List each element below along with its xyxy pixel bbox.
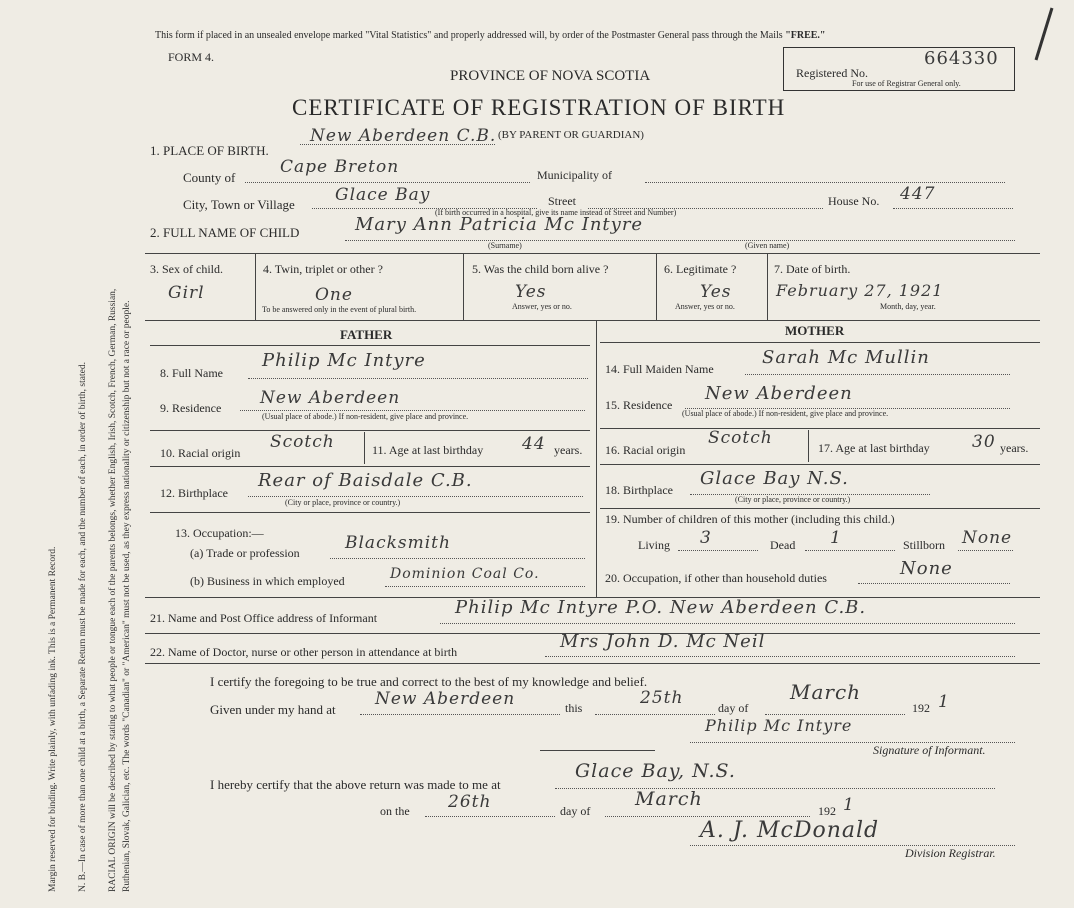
division-registrar-label: Division Registrar. [905,846,996,860]
registration-year-suffix: 1 [843,795,855,815]
living-value: 3 [700,528,712,548]
county-value: Cape Breton [280,157,400,177]
mother-residence-note: (Usual place of abode.) If non-resident, give place and province. [682,409,889,418]
father-birthplace-note: (City or place, province or country.) [285,498,401,507]
house-label: House No. [828,194,880,208]
certify-year-suffix: 1 [938,692,950,712]
house-value: 447 [900,184,936,204]
trade-value: Blacksmith [345,533,451,553]
province-heading: PROVINCE OF NOVA SCOTIA [450,68,651,84]
mother-occupation-value: None [900,558,953,579]
county-label: County of [183,170,236,185]
hereby-place-value: Glace Bay, N.S. [575,760,736,782]
father-name-label: 8. Full Name [160,366,223,380]
twin-note: To be answered only in the event of plural birth. [262,305,417,314]
father-birthplace-label: 12. Birthplace [160,486,228,500]
registrar-signature: A. J. McDonald [700,818,880,843]
registered-label: Registered No. [796,66,868,80]
dob-value: February 27, 1921 [776,281,944,300]
father-residence-note: (Usual place of abode.) If non-resident, give place and province. [262,412,469,421]
twin-value: One [315,285,353,305]
legitimate-label: 6. Legitimate ? [664,262,737,276]
certificate-title: CERTIFICATE OF REGISTRATION OF BIRTH [292,95,786,120]
stillborn-label: Stillborn [903,538,946,552]
sex-label: 3. Sex of child. [150,262,223,276]
dob-label: 7. Date of birth. [774,262,851,276]
municipality-label: Municipality of [537,168,612,182]
certify-year-prefix: 192 [912,701,930,715]
hospital-note: (If birth occurred in a hospital, give its name instead of Street and Number) [435,208,677,217]
mother-birthplace-note: (City or place, province or country.) [735,495,851,504]
given-place-value: New Aberdeen [375,689,516,709]
hereby-certify-label: I hereby certify that the above return was made to me at [210,777,501,792]
informant-signature: Philip Mc Intyre [705,716,853,735]
stillborn-value: None [962,528,1013,548]
registration-year-prefix: 192 [818,804,836,818]
occupation-label: 13. Occupation:— [175,526,264,540]
father-race-label: 10. Racial origin [160,446,241,460]
margin-note-3: RACIAL ORIGIN will be described by stating to what people or tongue each of the parents belongs, whether English, Irish, Scotch, French, German, Russian, [108,288,118,892]
place-of-birth-label: 1. PLACE OF BIRTH. [150,143,269,158]
alive-note: Answer, yes or no. [512,302,572,311]
legitimate-value: Yes [700,282,732,302]
mother-age-value: 30 [972,432,996,452]
children-count-label: 19. Number of children of this mother (including this child.) [605,512,895,526]
mother-residence-value: New Aberdeen [705,383,853,404]
mother-birthplace-value: Glace Bay N.S. [700,468,849,489]
sex-value: Girl [168,283,205,303]
margin-note-2: N. B.—In case of more than one child at a birth, a Separate Return must be made for each, and the number of each, in order of birth, stated. [78,362,88,892]
father-race-value: Scotch [270,432,335,452]
surname-note: (Surname) [488,241,522,250]
mother-occupation-label: 20. Occupation, if other than household duties [605,571,827,585]
certify-statement: I certify the foregoing to be true and correct to the best of my knowledge and belief. [210,674,648,689]
registration-month-value: March [635,788,703,810]
informant-signature-label: Signature of Informant. [873,743,986,757]
mother-age-label: 17. Age at last birthday [818,441,930,455]
living-label: Living [638,538,670,552]
mother-name-value: Sarah Mc Mullin [762,347,930,368]
day-of-label-2: day of [560,804,591,818]
business-label: (b) Business in which employed [190,574,345,588]
father-name-value: Philip Mc Intyre [262,350,426,371]
registration-box [783,47,1015,91]
father-birthplace-value: Rear of Baisdale C.B. [258,470,473,491]
dead-value: 1 [830,528,842,548]
postal-note: This form if placed in an unsealed envelope marked "Vital Statistics" and properly addressed will, by order of the Postmaster General pass through the Mails "FREE." [155,30,826,41]
twin-label: 4. Twin, triplet or other ? [263,262,383,276]
child-name-label: 2. FULL NAME OF CHILD [150,225,300,240]
father-age-label: 11. Age at last birthday [372,443,484,457]
by-parent-note: (BY PARENT OR GUARDIAN) [498,129,644,141]
certify-month-value: March [790,680,862,704]
informant-label: 21. Name and Post Office address of Informant [150,611,378,625]
alive-label: 5. Was the child born alive ? [472,262,609,276]
margin-note-4: Ruthenian, Slovak, Galician, etc. The words "Canadian" or "American" must not be used, as they express nationality or citizenship but not a race or people. [122,300,132,892]
mother-residence-label: 15. Residence [605,398,673,412]
mother-years: years. [1000,441,1029,455]
form-number: FORM 4. [168,50,215,64]
registered-number: 664330 [924,48,999,69]
alive-value: Yes [515,282,547,302]
father-heading: FATHER [340,327,393,342]
father-age-value: 44 [522,434,546,454]
business-value: Dominion Coal Co. [390,566,540,582]
this-label: this [565,701,583,715]
father-residence-value: New Aberdeen [260,388,401,408]
doctor-value: Mrs John D. Mc Neil [560,631,766,652]
place-of-birth-value: New Aberdeen C.B. [310,126,497,146]
margin-note-1: Margin reserved for binding. Write plainly, with unfading ink. This is a Permanent Record. [48,546,58,892]
legitimate-note: Answer, yes or no. [675,302,735,311]
on-the-label: on the [380,804,410,818]
father-years: years. [554,443,583,457]
mother-name-label: 14. Full Maiden Name [605,362,714,376]
city-value: Glace Bay [335,185,431,205]
trade-label: (a) Trade or profession [190,546,300,560]
doctor-label: 22. Name of Doctor, nurse or other person in attendance at birth [150,645,458,659]
registrar-use-note: For use of Registrar General only. [852,79,961,88]
child-name-value: Mary Ann Patricia Mc Intyre [355,214,644,235]
mother-birthplace-label: 18. Birthplace [605,483,673,497]
given-name-note: (Given name) [745,241,790,250]
city-label: City, Town or Village [183,197,295,212]
informant-value: Philip Mc Intyre P.O. New Aberdeen C.B. [455,597,867,618]
mother-race-value: Scotch [708,428,773,448]
given-under-label: Given under my hand at [210,702,336,717]
street-label: Street [548,194,576,208]
mother-race-label: 16. Racial origin [605,443,686,457]
dob-note: Month, day, year. [880,302,936,311]
mother-heading: MOTHER [785,323,845,338]
day-of-label: day of [718,701,749,715]
father-residence-label: 9. Residence [160,401,222,415]
pen-stroke-mark [1030,5,1060,65]
certify-day-value: 25th [640,688,684,708]
dead-label: Dead [770,538,796,552]
registration-day-value: 26th [448,792,492,812]
